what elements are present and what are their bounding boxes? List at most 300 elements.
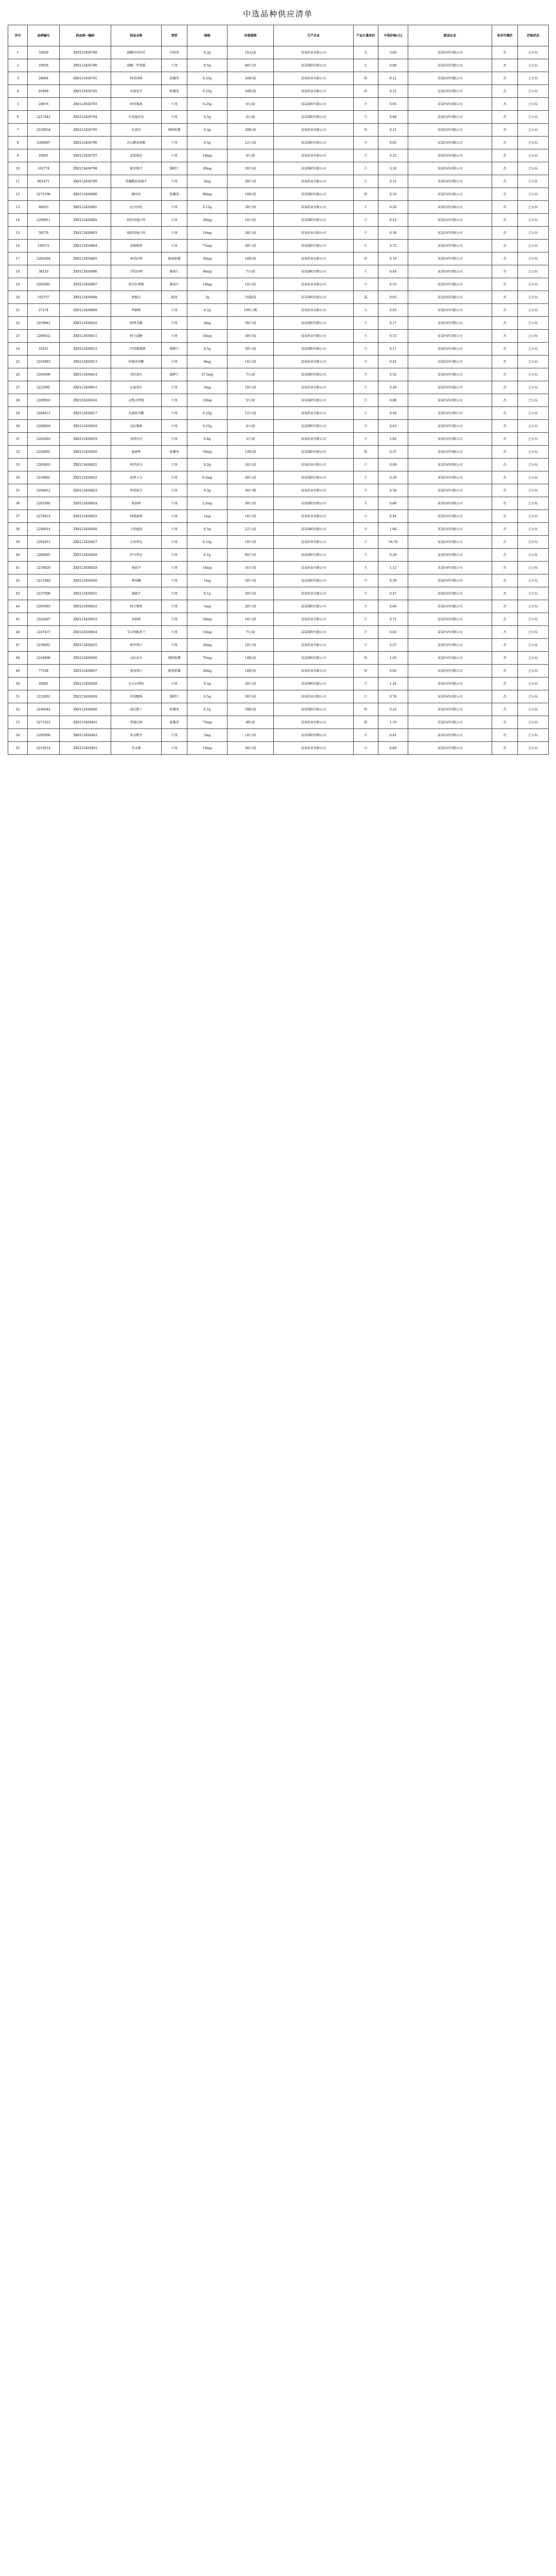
table-cell: 2209612 (28, 484, 60, 497)
table-cell: 已公布 (518, 72, 549, 85)
table-cell: 盐酸环丙沙星 (111, 46, 162, 59)
table-cell: 某某医药有限公司 (408, 665, 492, 677)
table-cell: 片剂 (162, 304, 187, 317)
table-cell: ZX0123456824 (60, 497, 111, 510)
table-cell: 某某药业有限公司 (274, 149, 354, 162)
table-cell: 2278412 (28, 510, 60, 523)
table-cell: 0.76 (378, 690, 408, 703)
table-cell: 2202003 (28, 433, 60, 446)
table-cell: 9 (8, 149, 28, 162)
table-cell: 10mg (187, 394, 228, 407)
table-cell: 片 (354, 639, 378, 652)
table-cell: 某某制药有限公司 (274, 420, 354, 433)
table-cell: 已公布 (518, 85, 549, 98)
table-cell: 0.03 (378, 304, 408, 317)
table-cell: 片剂 (162, 201, 187, 214)
table-cell: 某某药业有限公司 (274, 639, 354, 652)
table-cell: 否 (492, 227, 518, 240)
table-cell: 舍曲林 (111, 613, 162, 626)
table-cell: 某某医药有限公司 (408, 446, 492, 459)
table-cell: 某某药业有限公司 (274, 433, 354, 446)
table-cell: 甲硝唑 (111, 304, 162, 317)
table-cell: 否 (492, 304, 518, 317)
table-cell: 0.48 (378, 407, 408, 420)
table-row (8, 536, 549, 549)
table-cell: 3.60 (378, 46, 408, 59)
table-cell: 片 (354, 265, 378, 278)
table-cell: 某某医药有限公司 (408, 149, 492, 162)
table-cell: 片 (354, 175, 378, 188)
table-cell: 26 (8, 368, 28, 381)
table-cell: 已公布 (518, 716, 549, 729)
table-cell: 否 (492, 240, 518, 252)
table-cell: 33 (8, 459, 28, 471)
table-cell: 102757 (28, 291, 60, 304)
table-cell: 6片/盒 (228, 149, 274, 162)
table-cell: 泮托拉唑 (111, 265, 162, 278)
table-cell: 0.25g (187, 72, 228, 85)
table-cell: 14粒/盒 (228, 252, 274, 265)
table-cell: 7片/盒 (228, 265, 274, 278)
table-cell: 41 (8, 562, 28, 574)
table-cell: 粒 (354, 446, 378, 459)
table-cell: ZX0123456813 (60, 355, 111, 368)
table-cell: 5mg (187, 600, 228, 613)
table-cell: 0.66 (378, 600, 408, 613)
table-cell: ZX0123456796 (60, 137, 111, 149)
table-cell: 某某药业有限公司 (274, 690, 354, 703)
table-cell: 已公布 (518, 626, 549, 639)
col-header: 生产企业 (274, 25, 354, 46)
table-cell: 左乙拉西坦 (111, 677, 162, 690)
table-cell: 已公布 (518, 240, 549, 252)
table-cell: 109372 (28, 240, 60, 252)
table-cell: 已公布 (518, 665, 549, 677)
table-cell: 某某药业有限公司 (274, 278, 354, 291)
table-cell: 已公布 (518, 600, 549, 613)
table-cell: 3 (8, 72, 28, 85)
table-cell: 某某药业有限公司 (274, 459, 354, 471)
table-cell: 否 (492, 626, 518, 639)
table-cell: 某某医药有限公司 (408, 459, 492, 471)
table-cell: 某某制药有限公司 (274, 703, 354, 716)
table-cell: 0.17 (378, 317, 408, 330)
table-cell: 2209010 (28, 394, 60, 407)
table-cell: 片 (354, 510, 378, 523)
table-cell: 否 (492, 484, 518, 497)
table-cell: 已公布 (518, 690, 549, 703)
table-cell: 否 (492, 85, 518, 98)
table-cell: 1mg (187, 574, 228, 587)
table-cell: 苯磺酸氨氯地平 (111, 175, 162, 188)
table-row (8, 111, 549, 124)
table-cell: 美托洛尔 (111, 368, 162, 381)
table-cell: 2.5mg (187, 497, 228, 510)
table-cell: 已公布 (518, 729, 549, 742)
col-header: 包装规格 (228, 25, 274, 46)
table-cell: 某某医药有限公司 (408, 188, 492, 201)
table-cell: 某某药业有限公司 (274, 484, 354, 497)
table-cell: 28004 (28, 72, 60, 85)
table-row (8, 742, 549, 755)
table-cell: 14粒/盒 (228, 188, 274, 201)
table-cell: 已公布 (518, 162, 549, 175)
table-cell: ZX0123456816 (60, 394, 111, 407)
table-cell: 某某制药有限公司 (274, 626, 354, 639)
table-cell: 38 (8, 523, 28, 536)
table-cell: 0.1g (187, 703, 228, 716)
table-cell: 14 (8, 214, 28, 227)
table-cell: 氯雷他定 (111, 149, 162, 162)
table-cell: 否 (492, 137, 518, 149)
table-cell: 30片/盒 (228, 587, 274, 600)
col-header: 配送企业 (408, 25, 492, 46)
table-cell: 2295000 (28, 729, 60, 742)
table-cell: 某某制药有限公司 (274, 497, 354, 510)
table-cell: 美金刚 (111, 742, 162, 755)
table-cell: 某某医药有限公司 (408, 639, 492, 652)
table-cell: 0.11 (378, 343, 408, 355)
table-cell: 片剂 (162, 433, 187, 446)
table-cell: 2284001 (28, 549, 60, 562)
table-cell: 某某医药有限公司 (408, 201, 492, 214)
table-cell: 否 (492, 188, 518, 201)
table-cell: 否 (492, 497, 518, 510)
table-cell: 22 (8, 317, 28, 330)
table-cell: 6 (8, 111, 28, 124)
table-row (8, 240, 549, 252)
table-cell: 2227443 (28, 111, 60, 124)
table-cell: 77338 (28, 665, 60, 677)
table-cell: 某某药业有限公司 (274, 72, 354, 85)
table-cell: 度洛西汀 (111, 665, 162, 677)
table-cell: 50粒/盒 (228, 703, 274, 716)
table-cell: 片 (354, 394, 378, 407)
table-cell: 某某医药有限公司 (408, 368, 492, 381)
table-cell: 片剂 (162, 742, 187, 755)
table-cell: 0.35 (378, 188, 408, 201)
table-cell: 37 (8, 510, 28, 523)
table-cell: 某某医药有限公司 (408, 562, 492, 574)
table-cell: 2244008 (28, 652, 60, 665)
col-header: 产品计量单位 (354, 25, 378, 46)
table-cell: 0.63 (378, 420, 408, 433)
table-cell: ZX0123456807 (60, 278, 111, 291)
table-cell: 片 (354, 690, 378, 703)
table-cell: 某某药业有限公司 (274, 124, 354, 137)
table-cell: 某某药业有限公司 (274, 175, 354, 188)
table-cell: 片 (354, 111, 378, 124)
table-cell: 2291013 (28, 536, 60, 549)
table-cell: 54.70 (378, 536, 408, 549)
table-cell: 0.61 (378, 729, 408, 742)
table-row (8, 407, 549, 420)
table-cell: 2237008 (28, 587, 60, 600)
table-cell: 加巴喷丁 (111, 703, 162, 716)
table-cell: 2242007 (28, 613, 60, 626)
table-cell: 丙戊酸钠 (111, 690, 162, 703)
table-cell: 0.55 (378, 278, 408, 291)
table-cell: 某某制药有限公司 (274, 729, 354, 742)
table-cell: 0.25g (187, 98, 228, 111)
table-cell: 否 (492, 665, 518, 677)
table-cell: 某某制药有限公司 (274, 162, 354, 175)
table-cell: 2247437 (28, 626, 60, 639)
table-cell: 2208029 (28, 420, 60, 433)
table-cell: 片剂 (162, 510, 187, 523)
table-cell: ZX0123456803 (60, 227, 111, 240)
table-cell: 支 (354, 46, 378, 59)
table-cell: 片剂 (162, 549, 187, 562)
table-cell: 86033 (28, 201, 60, 214)
table-cell: 片 (354, 729, 378, 742)
table-cell: 1.33 (378, 716, 408, 729)
table-cell: 0.5g (187, 690, 228, 703)
table-cell: 0.09 (378, 459, 408, 471)
table-cell: 某某药业有限公司 (274, 510, 354, 523)
table-cell: 0.05 (378, 137, 408, 149)
table-row (8, 549, 549, 562)
table-cell: 来曲唑 (111, 497, 162, 510)
table-cell: 片 (354, 137, 378, 149)
table-cell: 0.98 (378, 394, 408, 407)
table-cell: 否 (492, 72, 518, 85)
table-cell: 0.38 (378, 227, 408, 240)
table-cell: 29001 (28, 149, 60, 162)
table-cell: 否 (492, 59, 518, 72)
table-cell: 肠溶片 (162, 265, 187, 278)
table-cell: 否 (492, 124, 518, 137)
table-cell: ZX0123456832 (60, 600, 111, 613)
table-cell: 2204000 (28, 368, 60, 381)
table-cell: 某某医药有限公司 (408, 227, 492, 240)
table-row (8, 639, 549, 652)
table-cell: 861471 (28, 175, 60, 188)
table-cell: 否 (492, 587, 518, 600)
table-cell: 片 (354, 562, 378, 574)
table-cell: 某某制药有限公司 (274, 188, 354, 201)
table-cell: 2306697 (28, 137, 60, 149)
table-cell: ZX0123456804 (60, 240, 111, 252)
table-cell: 厄贝沙坦 (111, 201, 162, 214)
table-cell: 阿那曲唑 (111, 510, 162, 523)
table-cell: 已公布 (518, 420, 549, 433)
table-row (8, 214, 549, 227)
table-cell: 58578 (28, 227, 60, 240)
table-cell: 14片/盒 (228, 729, 274, 742)
table-cell: 46 (8, 626, 28, 639)
table-cell: 否 (492, 162, 518, 175)
table-cell: 否 (492, 214, 518, 227)
table-row (8, 343, 549, 355)
table-cell: 某某药业有限公司 (274, 536, 354, 549)
table-cell: 比索洛尔 (111, 381, 162, 394)
table-cell: 19 (8, 278, 28, 291)
table-cell: 某某医药有限公司 (408, 278, 492, 291)
table-cell: ZX0123456806 (60, 265, 111, 278)
table-cell: 1 (8, 46, 28, 59)
table-row (8, 381, 549, 394)
table-cell: 片剂 (162, 613, 187, 626)
table-cell: 42 (8, 574, 28, 587)
table-cell: 已公布 (518, 278, 549, 291)
table-cell: 某某医药有限公司 (408, 162, 492, 175)
table-cell: 某某医药有限公司 (408, 59, 492, 72)
table-cell: 14粒/盒 (228, 652, 274, 665)
table-cell: 1mg (187, 510, 228, 523)
table-cell: 已公布 (518, 562, 549, 574)
table-cell: 3g (187, 291, 228, 304)
table-cell: 某某制药有限公司 (274, 677, 354, 690)
table-cell: 胶囊剂 (162, 716, 187, 729)
table-cell: 否 (492, 446, 518, 459)
table-cell: 28 (8, 394, 28, 407)
table-cell: 某某医药有限公司 (408, 420, 492, 433)
table-cell: 35 (8, 484, 28, 497)
table-cell: 0.72 (378, 240, 408, 252)
table-cell: 20081 (28, 677, 60, 690)
table-cell: 50 (8, 677, 28, 690)
table-cell: 片 (354, 742, 378, 755)
table-cell: 阿奇霉素 (111, 98, 162, 111)
table-cell: 12片/盒 (228, 407, 274, 420)
table-cell: 否 (492, 381, 518, 394)
table-cell: ZX0123456790 (60, 59, 111, 72)
table-cell: 3片/盒 (228, 433, 274, 446)
table-cell: 阿莫西林 (111, 72, 162, 85)
table-cell: ZX0123456838 (60, 677, 111, 690)
table-cell: 片剂 (162, 677, 187, 690)
table-cell: 片 (354, 304, 378, 317)
table-body (8, 46, 549, 755)
table-cell: 某某医药有限公司 (408, 85, 492, 98)
table-cell: ZX0123456821 (60, 459, 111, 471)
table-cell: 否 (492, 330, 518, 343)
table-cell: 雷贝拉唑钠 (111, 278, 162, 291)
table-cell: 5 (8, 98, 28, 111)
table-cell: 0.18 (378, 162, 408, 175)
table-cell: 否 (492, 652, 518, 665)
table-cell: 28片/盒 (228, 471, 274, 484)
table-cell: 24 (8, 343, 28, 355)
col-header: 剂型 (162, 25, 187, 46)
table-cell: 24粒/盒 (228, 72, 274, 85)
table-cell: 2259841 (28, 317, 60, 330)
table-cell: 53 (8, 716, 28, 729)
table-row (8, 446, 549, 459)
table-cell: 片剂 (162, 407, 187, 420)
table-cell: 某某医药有限公司 (408, 240, 492, 252)
table-cell: 27 (8, 381, 28, 394)
table-cell: 6片/盒 (228, 420, 274, 433)
table-cell: 某某制药有限公司 (274, 394, 354, 407)
table-cell: 片 (354, 613, 378, 626)
table-cell: 粒 (354, 72, 378, 85)
table-cell: 2223001 (28, 381, 60, 394)
table-cell: 1.05 (378, 652, 408, 665)
table-cell: 已公布 (518, 613, 549, 626)
table-cell: 39 (8, 536, 28, 549)
table-cell: 否 (492, 368, 518, 381)
table-cell: 20mg (187, 639, 228, 652)
table-cell: 奥美拉唑 (111, 252, 162, 265)
table-cell: 片剂 (162, 484, 187, 497)
table-cell: 片 (354, 523, 378, 536)
table-row (8, 330, 549, 343)
table-cell: 2229034 (28, 124, 60, 137)
table-cell: 0.15 (378, 85, 408, 98)
table-cell: 0.12 (378, 72, 408, 85)
table-cell: 2205093 (28, 600, 60, 613)
table-cell: 粒 (354, 188, 378, 201)
table-cell: 2201005 (28, 497, 60, 510)
table-cell: 75mg (187, 716, 228, 729)
table-cell: 0.41 (378, 355, 408, 368)
table-cell: 50mg (187, 613, 228, 626)
table-cell: 粒 (354, 665, 378, 677)
table-cell: 已公布 (518, 368, 549, 381)
table-cell: 否 (492, 343, 518, 355)
table-cell: 75mg (187, 240, 228, 252)
table-cell: 片 (354, 459, 378, 471)
table-cell: 片剂 (162, 381, 187, 394)
table-cell: 10袋/盒 (228, 291, 274, 304)
table-cell: 0.25g (187, 536, 228, 549)
table-row (8, 278, 549, 291)
table-cell: 片 (354, 355, 378, 368)
table-cell: ZX0123456839 (60, 690, 111, 703)
table-cell: 伊马替尼 (111, 549, 162, 562)
table-row (8, 394, 549, 407)
table-cell: 28片/盒 (228, 742, 274, 755)
document-title: 中选品种供应清单 (242, 9, 313, 19)
table-cell: 0.5g (187, 59, 228, 72)
table-cell: 0.5g (187, 111, 228, 124)
table-cell: 10 (8, 162, 28, 175)
table-cell: 0.37 (378, 446, 408, 459)
table-cell: 已公布 (518, 201, 549, 214)
table-cell: ZX0123456830 (60, 574, 111, 587)
table-cell: 粒 (354, 124, 378, 137)
table-cell: 10mg (187, 742, 228, 755)
table-cell: 某某制药有限公司 (274, 471, 354, 484)
table-cell: 已公布 (518, 652, 549, 665)
table-cell: 片剂 (162, 317, 187, 330)
table-cell: 某某制药有限公司 (274, 652, 354, 665)
table-cell: 7片/盒 (228, 626, 274, 639)
table-cell: 14片/盒 (228, 562, 274, 574)
table-cell: 某某医药有限公司 (408, 330, 492, 343)
table-cell: 片剂 (162, 137, 187, 149)
table-cell: 某某药业有限公司 (274, 252, 354, 265)
table-cell: 已公布 (518, 317, 549, 330)
table-cell: 阿立哌唑 (111, 600, 162, 613)
table-cell: 已公布 (518, 214, 549, 227)
table-cell: 已公布 (518, 188, 549, 201)
table-cell: 7片/盒 (228, 368, 274, 381)
table-cell: 否 (492, 742, 518, 755)
table-cell: 28片/盒 (228, 227, 274, 240)
table-cell: 某某制药有限公司 (274, 291, 354, 304)
table-row (8, 459, 549, 471)
table-cell: 2240014 (28, 523, 60, 536)
table-cell: 44 (8, 600, 28, 613)
table-cell: ZX0123456801 (60, 201, 111, 214)
table-cell: 10mg (187, 278, 228, 291)
table-cell: 孟鲁司特钠 (111, 394, 162, 407)
table-cell: 0.2g (187, 46, 228, 59)
table-cell: 0.5g (187, 137, 228, 149)
